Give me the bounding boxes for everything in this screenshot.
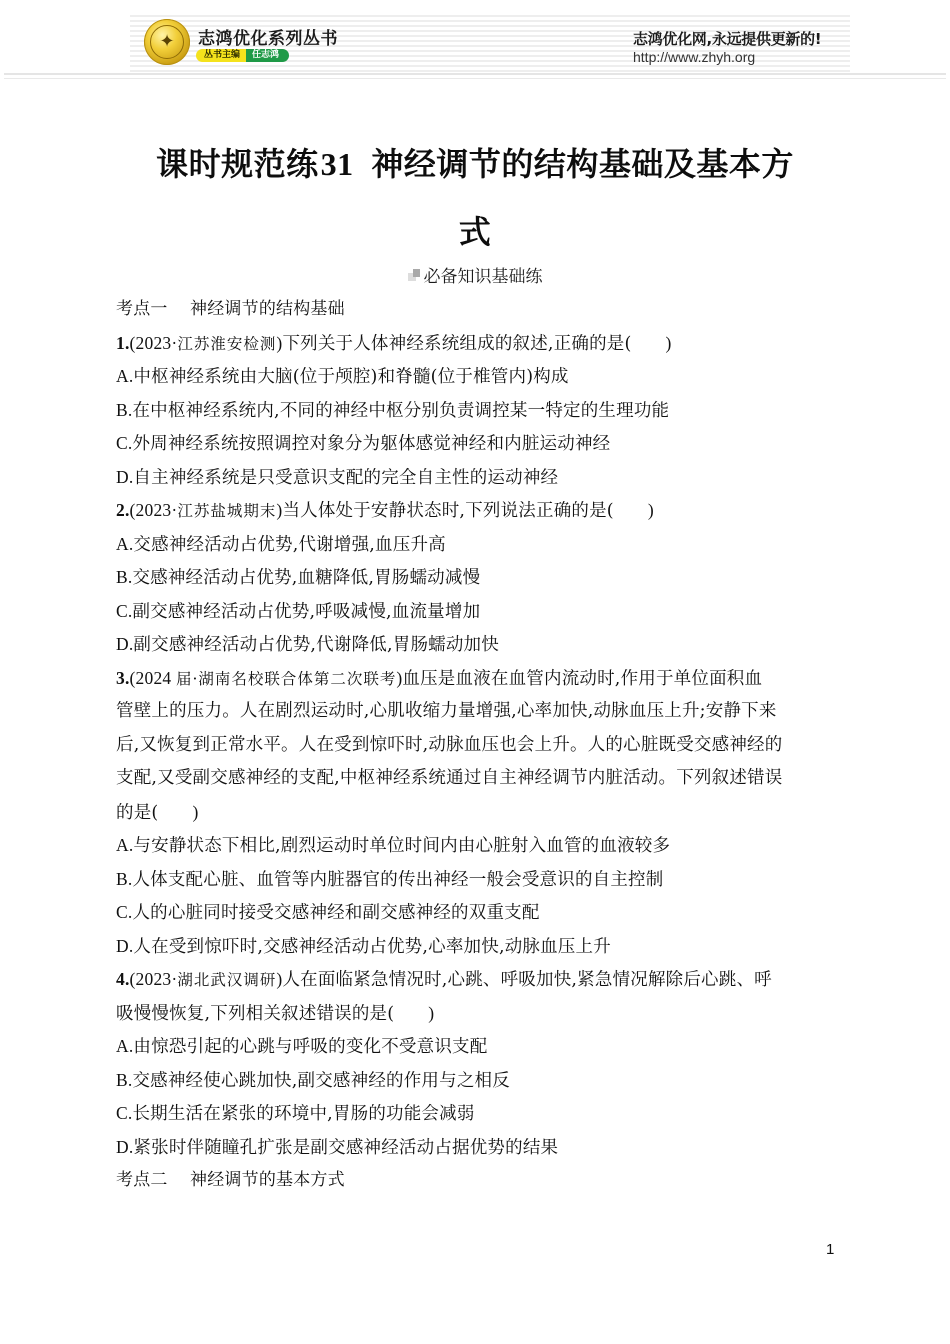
topic-heading: [116, 293, 836, 327]
topic-label: 考点一: [116, 299, 168, 319]
page-header: [0, 0, 950, 80]
option-d[interactable]: D.紧张时伴随瞳孔扩张是副交感神经活动占据优势的结果: [116, 1136, 559, 1158]
option-a[interactable]: A.中枢神经系统由大脑(位于颅腔)和脊髓(位于椎管内)构成: [116, 366, 569, 387]
exercise-content: [116, 293, 836, 1198]
topic-heading: [116, 1164, 836, 1198]
question-number: 2.: [116, 500, 130, 520]
section-marker-icon: [408, 269, 422, 283]
medal-emblem-icon: ✦: [159, 31, 175, 52]
page-title-line-2: 式: [458, 213, 492, 251]
header-divider: [4, 73, 946, 75]
question-stem-continued: 的是( ): [116, 801, 199, 823]
question-stem: 1.(2023·江苏淮安检测)下列关于人体神经系统组成的叙述,正确的是( ): [116, 332, 672, 354]
question-source: (2024 届·湖南名校联合体第二次联考): [129, 667, 403, 688]
question-source: (2023·江苏盐城期末): [129, 500, 283, 520]
option-b[interactable]: B.人体支配心脏、血管等内脏器官的传出神经一般会受意识的自主控制: [116, 868, 664, 890]
series-title: 志鸿优化系列丛书: [198, 29, 338, 49]
option-d[interactable]: D.副交感神经活动占优势,代谢降低,胃肠蠕动加快: [116, 634, 499, 655]
editor-tag: [196, 49, 289, 62]
question-stem-text: 下列关于人体神经系统组成的叙述,正确的是(: [282, 333, 632, 354]
question-stem-continued: 后,又恢复到正常水平。人在受到惊吓时,动脉血压也会上升。人的心脏既受交感神经的: [116, 734, 783, 755]
question-number: 3.: [116, 667, 130, 688]
question-stem-text: 人在面临紧急情况时,心跳、呼吸加快,紧急情况解除后心跳、呼: [282, 970, 772, 990]
question-source: (2023·湖北武汉调研): [129, 969, 283, 989]
topic-title: 神经调节的基本方式: [190, 1170, 345, 1190]
option-c[interactable]: C.人的心脏同时接受交感神经和副交感神经的双重支配: [116, 902, 540, 923]
topic-title: 神经调节的结构基础: [190, 299, 345, 319]
header-divider-secondary: [4, 78, 946, 79]
lesson-number: 31: [320, 146, 354, 182]
question-stem: [116, 662, 836, 696]
question-stem: [116, 963, 836, 997]
title-prefix: 课时规范练: [156, 145, 319, 183]
question-stem-continued: 支配,又受副交感神经的支配,中枢神经系统通过自主神经调节内脏活动。下列叙述错误: [116, 768, 783, 788]
option-a[interactable]: A.由惊恐引起的心跳与呼吸的变化不受意识支配: [116, 1036, 488, 1057]
option-b[interactable]: B.在中枢神经系统内,不同的神经中枢分别负责调控某一特定的生理功能: [116, 399, 670, 421]
topic-label: 考点二: [116, 1170, 168, 1190]
page-number: 1: [826, 1241, 835, 1258]
option-b[interactable]: B.交感神经活动占优势,血糖降低,胃肠蠕动减慢: [116, 567, 481, 588]
option-a[interactable]: A.交感神经活动占优势,代谢增强,血压升高: [116, 533, 446, 555]
option-c[interactable]: C.外周神经系统按照调控对象分为躯体感觉神经和内脏运动神经: [116, 433, 611, 454]
section-banner: [0, 262, 950, 287]
question-number: 1.: [116, 332, 130, 353]
question-stem-continued: 管壁上的压力。人在剧烈运动时,心肌收缩力量增强,心率加快,动脉血压上升;安静下来: [116, 701, 777, 721]
site-url-link[interactable]: http://www.zhyh.org: [633, 49, 756, 65]
option-b[interactable]: B.交感神经使心跳加快,副交感神经的作用与之相反: [116, 1069, 510, 1091]
medal-logo-icon: [144, 19, 190, 65]
page-title-line-1: [100, 130, 850, 198]
editor-label: 丛书主编: [196, 49, 246, 62]
question-source: (2023·江苏淮安检测): [129, 332, 283, 353]
question-stem-text: 当人体处于安静状态时,下列说法正确的是(: [282, 501, 614, 521]
option-a[interactable]: A.与安静状态下相比,剧烈运动时单位时间内由心脏射入血管的血液较多: [116, 835, 671, 856]
question-stem: 2.(2023·江苏盐城期末)当人体处于安静状态时,下列说法正确的是( ): [116, 500, 654, 521]
question-stem-continued: 吸慢慢恢复,下列相关叙述错误的是( ): [116, 1002, 435, 1024]
site-slogan: 志鸿优化网,永远提供更新的!: [633, 30, 822, 48]
option-c[interactable]: C.长期生活在紧张的环境中,胃肠的功能会减弱: [116, 1103, 475, 1124]
page-title: [100, 130, 850, 266]
question-stem-text: 血压是血液在血管内流动时,作用于单位面积血: [402, 668, 763, 689]
option-c[interactable]: C.副交感神经活动占优势,呼吸减慢,血流量增加: [116, 600, 481, 622]
section-banner-label: 必备知识基础练: [423, 267, 543, 287]
question-number: 4.: [116, 969, 130, 989]
title-topic: 神经调节的结构基础及基本方: [371, 145, 794, 183]
editor-name: 任志鸿: [246, 49, 289, 62]
option-d[interactable]: D.自主神经系统是只受意识支配的完全自主性的运动神经: [116, 466, 559, 488]
option-d[interactable]: D.人在受到惊吓时,交感神经活动占优势,心率加快,动脉血压上升: [116, 935, 611, 957]
